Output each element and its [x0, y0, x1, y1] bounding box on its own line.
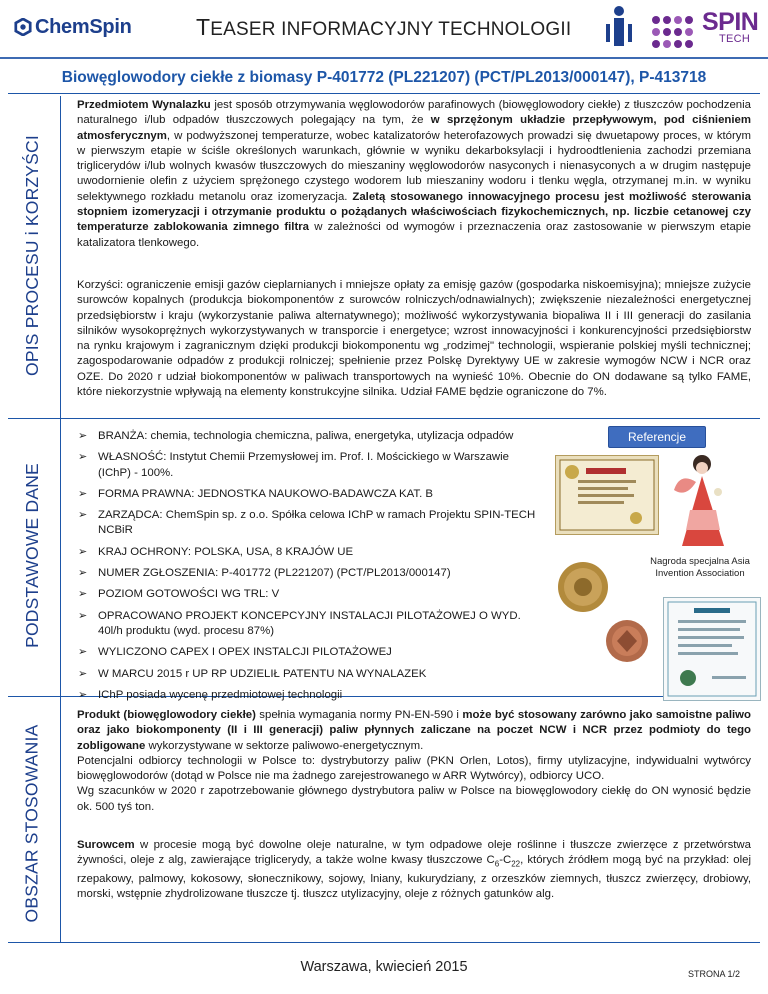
- obszar-surowiec-text-1: w procesie mogą być dowolne oleje naturalne, w tym odpadowe oleje roślinne i tłuszcze zwierzęce z przetwórstwa żywności, oleje z alg, zawierające triglicerydy, a także wolne kwasy tłuszczowe C: [77, 839, 751, 867]
- chemspin-logo-text: ChemSpin: [35, 15, 132, 38]
- dane-list: [76, 429, 536, 709]
- list-item: ➢ W MARCU 2015 r UP RP UDZIELIŁ PATENTU NA WYNALAZEK: [76, 667, 536, 682]
- spin-logo-text: SPIN: [702, 8, 759, 36]
- obszar-paragraph-surowiec: [77, 838, 751, 902]
- list-item: ➢ POZIOM GOTOWOŚCI WG TRL: V: [76, 587, 536, 602]
- references-button[interactable]: Referencje: [608, 426, 706, 448]
- opis-text-2: , w podwyższonej temperaturze, wobec katalizatorów heterofazowych prowadzi się dwuetapowy proces, w którym w pierwszym etapie w ściśle określonych warunkach, głównie w wyniku dekarboksylacji i hydroodtlenienia zachodzi przemiana triglicerydów i/lub wolnych kwasów tłuszczowych do mieszaniny węglowodorów nasyconych i nienasyconych a w drugim następuje uwodornienie olefin z użyciem sprężonego czystego wodorem lub mieszaniny wodoru i tlenku węgla, otrzymanej m.in. w wyniku selektywnego rozkładu metanolu oraz izomeryzacja.: [77, 129, 751, 203]
- obszar-text-2: wykorzystywane w sektorze paliwowo-energetycznym.: [145, 739, 424, 752]
- page-number: STRONA 1/2: [688, 969, 741, 979]
- footer-place-date: Warszawa, kwiecień 2015: [300, 959, 468, 975]
- diploma-icon: [556, 456, 658, 534]
- list-item: ➢ OPRACOWANO PROJEKT KONCEPCYJNY INSTALACJI PILOTAŻOWEJ O WYD. 40l/h produktu (wyd. procesu 87%): [76, 609, 536, 640]
- list-item: ➢ FORMA PRAWNA: JEDNOSTKA NAUKOWO-BADAWCZA KAT. B: [76, 487, 536, 502]
- gold-medal-image: [556, 560, 610, 614]
- chemspin-logo: [14, 14, 134, 40]
- opis-paragraph-1: [77, 98, 751, 251]
- opis-text-1: jest sposób otrzymywania węglowodorów parafinowych (biowęglowodory ciekłe) z tłuszczów pochodzenia naturalnego i/lub odpadów tłuszczowych polegający na tym, że: [77, 99, 751, 127]
- page-title: Biowęglowodory ciekłe z biomasy P-401772 (PL221207) (PCT/PL2013/000147), P-413718: [61, 69, 707, 86]
- section-divider-1: [8, 418, 760, 419]
- list-item: ➢ ZARZĄDCA: ChemSpin sp. z o.o. Spółka celowa IChP w ramach Projektu SPIN-TECH NCBiR: [76, 508, 536, 539]
- obszar-bold-1: Produkt (biowęglowodory ciekłe): [77, 709, 256, 721]
- obszar-text-estimate: Wg szacunków w 2020 r zapotrzebowanie głównego dystrybutora paliw w Polsce na biowęglowodory ciekłę do ON wynosić będzie ok. 500 tyś ton.: [77, 785, 751, 813]
- doll-award-image: [666, 450, 738, 552]
- section-label-opis: [14, 96, 50, 414]
- obszar-paragraph-1: [77, 708, 751, 815]
- section-label-obszar: [14, 698, 50, 948]
- diploma-image: [555, 455, 659, 535]
- header-title-rest: EASER INFORMACYJNY TECHNOLOGII: [210, 19, 572, 40]
- obszar-bold-2: może być stosowany zarówno jako samoistne paliwo oraz jako biokomponenty (II i III generacji) paliw płynnych zaliczane na poczet NCW i NCR przez podmioty do tego zobligowane: [77, 709, 751, 752]
- section-label-obszar-text: OBSZAR STOSOWANIA: [21, 724, 42, 922]
- hexagon-icon: [14, 18, 32, 36]
- list-item: ➢ IChP posiada wycenę przedmiotowej technologii: [76, 688, 536, 703]
- section-label-dane-text: PODSTAWOWE DANE: [21, 462, 42, 648]
- obszar-surowiec-text-3: , których źródłem mogą być na przykład: olej rzepakowy, palmowy, kokosowy, słonecznikowy, sojowy, lniany, kukurydziany, z orzeszków ziemnych, tłuszcz zwierzęcy, drobiowy, morski, wstępnie zhydrolizowane tłuszcze tj. tłuszcz utylizacyjny, oleje z różnych gatunków alg.: [77, 854, 751, 901]
- spin-dots-icon: [650, 14, 700, 50]
- copper-medal-image: [604, 618, 650, 664]
- obszar-text-potential: Potencjalni odbiorcy technologii w Polsce to: dystrybutorzy paliw (PKN Orlen, Lotos), firmy utylizacyjne, indywidualni wytwórcy biowęglowodorów (dotąd w Polsce nie ma żadnego zarejestrowanego w ARR Wytwórcy), odbiorcy UCO.: [77, 754, 751, 783]
- opis-bold-3: Zaletą stosowanego innowacyjnego procesu jest możliwość sterowania stopniem izomeryzacji i otrzymanie produktu o pożądanych właściwościach fizykochemicznych, np. liczbie cetanowej czy temperaturze zablokowania zimnego filtra: [77, 190, 751, 234]
- gold-medal-icon: [556, 560, 610, 614]
- obszar-bold-surowiec: Surowcem: [77, 839, 135, 851]
- list-item: ➢ WYLICZONO CAPEX I OPEX INSTALCJI PILOTAŻOWEJ: [76, 645, 536, 660]
- opis-text-3: w zależności od wymogów i przeznaczenia oraz zastosowanie w pierwszym etapie katalizatora tlenkowego.: [77, 221, 751, 249]
- copper-medal-icon: [604, 618, 650, 664]
- certificate-icon: [664, 598, 760, 700]
- header-divider: [0, 57, 768, 59]
- title-divider: [8, 93, 760, 94]
- award-caption: Nagroda specjalna Asia Invention Association: [650, 556, 750, 579]
- list-item: ➢ KRAJ OCHRONY: POLSKA, USA, 8 KRAJÓW UE: [76, 545, 536, 560]
- obszar-text-1: spełnia wymagania normy PN-EN-590 i: [255, 709, 463, 721]
- ichp-logo: [602, 4, 636, 48]
- obszar-sub-1: 6: [494, 859, 500, 869]
- list-item: ➢ BRANŻA: chemia, technologia chemiczna, paliwa, energetyka, utylizacja odpadów: [76, 429, 536, 444]
- obszar-sub-2: 22: [511, 859, 521, 869]
- list-item: ➢ WŁASNOŚĆ: Instytut Chemii Przemysłowej im. Prof. I. Mościckiego w Warszawie (IChP) - 100%.: [76, 450, 536, 481]
- section-vertical-divider: [60, 96, 61, 942]
- opis-bold-2: w sprzężonym układzie przepływowym, pod ciśnieniem atmosferycznym: [77, 114, 751, 142]
- section-label-opis-text: OPIS PROCESU i KORZYŚCI: [21, 134, 42, 376]
- spin-logo-subtext: TECH: [719, 33, 751, 45]
- section-label-dane: [14, 420, 50, 690]
- opis-paragraph-2: Korzyści: ograniczenie emisji gazów cieplarnianych i mniejsze opłaty za emisję gazów (gospodarka niskoemisyjna); mniejsze zużycie surowców kopalnych (produkcja biokomponentów z surowców rolniczych/odnawialnych); zwiększenie niezależności energetycznej przedsiębiorstw i kraju (wykorzystanie paliwa alternatywnego); możliwość wykorzystywania biopaliwa II i III generacji do zasilania silników wysokoprężnych wykorzystywanych w transporcie i energetyce; wzrost innowacyjności i konkurencyjności przedsiębiorstw na rynku krajowym i zagranicznym dzięki produkcji biokomponentu wg „rodzimej" technologii, wspieranie polskiej myśli technicznej; zagospodarowanie odpadów z produkcji rolniczej; spełnienie przez Polskę Dyrektywy UE w zakresie wymogów NCW i NCR oraz OZE. Do 2020 r udział biokomponentów w paliwach transportowych na wynieść 10%. Obecnie do ON dodawane są tylko FAME, które niekorzystnie wpływają na elementy konstrukcyjne silnika. Udział FAME będzie ograniczone do 7%.: [77, 279, 751, 399]
- opis-bold-1: Przedmiotem Wynalazku: [77, 99, 211, 111]
- header-title-initial: T: [196, 14, 211, 40]
- section-divider-3: [8, 942, 760, 943]
- certificate-image: [663, 597, 761, 701]
- list-item: ➢ NUMER ZGŁOSZENIA: P-401772 (PL221207) (PCT/PL2013/000147): [76, 566, 536, 581]
- header-title: [196, 14, 596, 41]
- obszar-surowiec-text-2: -C: [499, 854, 512, 867]
